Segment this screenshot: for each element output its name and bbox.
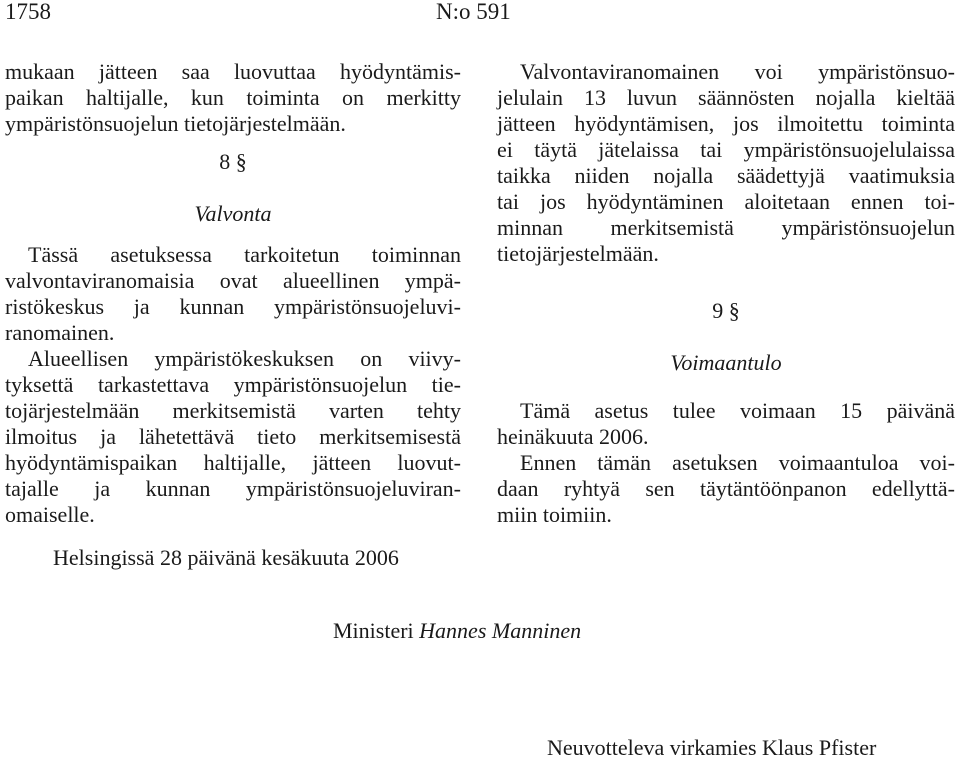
right-paragraph-b-line: Tämä asetus tulee voimaan 15 päivänä xyxy=(520,398,955,423)
minister-signature xyxy=(333,618,581,644)
left-paragraph-b-line: ranomainen. xyxy=(5,320,115,345)
left-paragraph-c-line: ilmoitus ja lähetettävä tieto merkitsemisestä xyxy=(5,424,461,449)
right-paragraph-a-line: Valvontaviranomainen voi ympäristönsuo- xyxy=(520,59,955,84)
minister-title: Ministeri xyxy=(333,618,414,643)
issue-number: N:o 591 xyxy=(436,0,511,24)
left-paragraph-a-line: ympäristönsuojelun tietojärjestelmään. xyxy=(5,111,346,136)
place-and-date: Helsingissä 28 päivänä kesäkuuta 2006 xyxy=(53,545,399,570)
left-paragraph-a-line: mukaan jätteen saa luovuttaa hyödyntämis- xyxy=(5,59,461,84)
right-paragraph-a-line: jätteen hyödyntämisen, jos ilmoitettu toiminta xyxy=(497,111,955,136)
section-9-number: 9 § xyxy=(712,298,740,323)
section-9-title: Voimaantulo xyxy=(670,350,782,375)
right-paragraph-a-line: tietojärjestelmään. xyxy=(497,241,659,266)
right-paragraph-c-line: daan ryhtyä sen täytäntöönpanon edellyttä- xyxy=(497,476,955,501)
minister-name: Hannes Manninen xyxy=(419,618,582,643)
section-8-title: Valvonta xyxy=(194,201,272,226)
left-paragraph-c-line: hyödyntämispaikan haltijalle, jätteen luovut- xyxy=(5,450,461,475)
left-paragraph-b-line: Tässä asetuksessa tarkoitetun toiminnan xyxy=(28,242,461,267)
page-number: 1758 xyxy=(5,0,51,24)
right-paragraph-a-line: minnan merkitsemistä ympäristönsuojelun xyxy=(497,215,955,240)
left-paragraph-c-line: tyksettä tarkastettava ympäristönsuojelun tie- xyxy=(5,372,461,397)
right-paragraph-a-line: tai jos hyödyntäminen aloitetaan ennen toi- xyxy=(497,189,955,214)
left-paragraph-c-line: tojärjestelmään merkitsemistä varten tehty xyxy=(5,398,461,423)
left-paragraph-c-line: Alueellisen ympäristökeskuksen on viivy- xyxy=(28,346,461,371)
right-paragraph-c-line: miin toimiin. xyxy=(497,502,612,527)
left-paragraph-b-line: valvontaviranomaisia ovat alueellinen ympä- xyxy=(5,268,461,293)
right-paragraph-c-line: Ennen tämän asetuksen voimaantuloa voi- xyxy=(520,450,955,475)
right-paragraph-a-line: jelulain 13 luvun säännösten nojalla kieltää xyxy=(497,85,955,110)
right-paragraph-b-line: heinäkuuta 2006. xyxy=(497,424,649,449)
left-paragraph-c-line: omaiselle. xyxy=(5,502,95,527)
right-paragraph-a-line: ei täytä jätelaissa tai ympäristönsuojelulaissa xyxy=(497,137,955,162)
left-paragraph-a-line: paikan haltijalle, kun toiminta on merkitty xyxy=(5,85,461,110)
counsellor-signature: Neuvotteleva virkamies Klaus Pfister xyxy=(547,735,877,760)
left-paragraph-b-line: ristökeskus ja kunnan ympäristönsuojeluvi- xyxy=(5,294,461,319)
right-paragraph-a-line: taikka niiden nojalla säädettyjä vaatimuksia xyxy=(497,163,955,188)
left-paragraph-c-line: tajalle ja kunnan ympäristönsuojeluviran- xyxy=(5,476,461,501)
section-8-number: 8 § xyxy=(219,149,247,174)
